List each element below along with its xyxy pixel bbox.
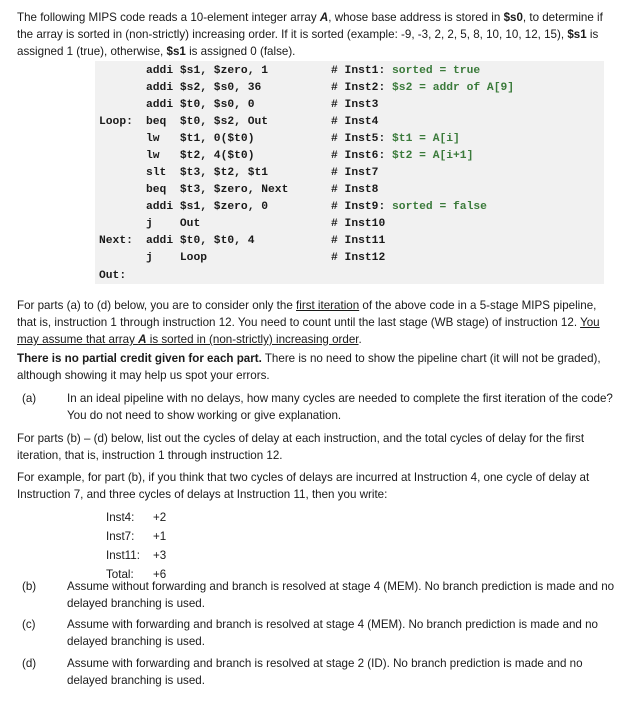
assumption-text: is sorted in (non-strictly) increasing order (146, 333, 359, 346)
intro-text: , to determine if the array is sorted in (non-strictly) increasing order. If it is sorted (example: -9, -3, 2, 2, 5, 8, 10, 10, 12, 15), (17, 11, 603, 41)
code-label: Loop: (99, 116, 133, 128)
code-comment (331, 148, 473, 165)
comment-tag: # Inst12 (331, 252, 386, 264)
register-s1: $s1 (166, 45, 186, 58)
intro-text: is assigned 0 (false). (185, 45, 296, 58)
part-text: Assume with forwarding and branch is resolved at stage 2 (ID). No branch prediction is made and no delayed branching is used. (67, 657, 583, 687)
example-value: +2 (153, 511, 167, 524)
example-value: +3 (153, 549, 167, 562)
code-instruction: lw $t2, 4($t0) (146, 150, 255, 162)
part-letter: (c) (22, 618, 36, 631)
parts-intro-text: of the above code in a 5-stage MIPS pipeline, that is, instruction 1 through instruction 12. You need to count until the last stage (WB stage) of instruction 12. (17, 299, 597, 329)
first-iteration-emphasis: first iteration (296, 299, 360, 312)
comment-tag: # Inst7 (331, 167, 379, 179)
register-s1: $s1 (567, 28, 587, 41)
part-text: In an ideal pipeline with no delays, how many cycles are needed to complete the first iteration of the code? You do not need to show working or give explanation. (67, 392, 613, 422)
part-text: Assume with forwarding and branch is resolved at stage 4 (MEM). No branch prediction is made and no delayed branching is used. (67, 618, 598, 648)
example-key: Total: (106, 568, 134, 581)
code-comment (331, 131, 460, 148)
example-paragraph: For example, for part (b), if you think that two cycles of delays are incurred at Instruction 4, one cycle of delay at Instruction 7, and three cycles of delays at Instruction 11, then you write: (17, 471, 590, 501)
no-partial-credit-note: There is no partial credit given for each part. (17, 352, 262, 365)
code-instruction: lw $t1, 0($t0) (146, 133, 255, 145)
comment-tag: # Inst11 (331, 235, 386, 247)
parts-bd-paragraph: For parts (b) – (d) below, list out the cycles of delay at each instruction, and the total cycles of delay for the first iteration, that is, instruction 1 through instruction 12. (17, 432, 585, 462)
array-name: A (138, 333, 147, 346)
comment-tag: # Inst6: (331, 150, 393, 162)
code-comment (331, 182, 378, 199)
code-listing (95, 61, 604, 284)
comment-tag: # Inst3 (331, 99, 379, 111)
register-s0: $s0 (503, 11, 523, 24)
example-value: +6 (153, 568, 167, 581)
code-instruction: j Out (146, 218, 201, 230)
code-comment (331, 199, 487, 216)
code-comment (331, 80, 514, 97)
example-key: Inst11: (106, 549, 140, 562)
comment-tag: # Inst10 (331, 218, 386, 230)
code-instruction: slt $t3, $t2, $t1 (146, 167, 269, 179)
intro-text: , whose base address is stored in (328, 11, 504, 24)
part-letter: (b) (22, 580, 37, 593)
code-instruction: beq $t0, $s2, Out (146, 116, 269, 128)
code-instruction: addi $t0, $t0, 4 (146, 235, 255, 247)
code-comment (331, 165, 378, 182)
comment-tag: # Inst2: (331, 82, 393, 94)
part-text: Assume without forwarding and branch is resolved at stage 4 (MEM). No branch prediction is made and no delayed branching is used. (67, 580, 615, 610)
code-instruction: addi $s1, $zero, 1 (146, 65, 269, 77)
code-instruction: beq $t3, $zero, Next (146, 184, 289, 196)
parts-intro-text: . (358, 333, 362, 346)
assumption-text: You may assume that array (17, 316, 600, 346)
code-instruction: addi $t0, $s0, 0 (146, 99, 255, 111)
code-comment (331, 216, 385, 233)
code-comment (331, 250, 385, 267)
comment-note: $t2 = A[i+1] (392, 150, 474, 162)
comment-note: sorted = false (392, 201, 487, 213)
comment-tag: # Inst4 (331, 116, 379, 128)
example-key: Inst4: (106, 511, 135, 524)
comment-note: sorted = true (392, 65, 481, 77)
example-key: Inst7: (106, 530, 135, 543)
comment-note: $t1 = A[i] (392, 133, 460, 145)
credit-paragraph (17, 350, 617, 384)
example-value: +1 (153, 530, 167, 543)
code-comment (331, 63, 480, 80)
comment-note: $s2 = addr of A[9] (392, 82, 515, 94)
part-letter: (d) (22, 657, 37, 670)
code-comment (331, 233, 385, 250)
code-comment (331, 97, 378, 114)
array-name: A (319, 11, 329, 24)
credit-text: There is no need to show the pipeline chart (it will not be graded), although showing it may help us spot your errors. (17, 352, 601, 382)
intro-text: The following MIPS code reads a 10-element integer array (17, 11, 320, 24)
out-label: Out: (99, 270, 127, 282)
code-instruction: addi $s1, $zero, 0 (146, 201, 269, 213)
intro-text: is assigned 1 (true), otherwise, (17, 28, 599, 58)
comment-tag: # Inst8 (331, 184, 379, 196)
comment-tag: # Inst1: (331, 65, 393, 77)
comment-tag: # Inst5: (331, 133, 393, 145)
parts-intro-text: For parts (a) to (d) below, you are to consider only the (17, 299, 297, 312)
code-comment (331, 114, 378, 131)
parts-intro-paragraph (17, 297, 617, 348)
intro-paragraph (17, 9, 617, 60)
comment-tag: # Inst9: (331, 201, 393, 213)
code-instruction: j Loop (146, 252, 208, 264)
part-letter: (a) (22, 392, 37, 405)
code-label: Next: (99, 235, 133, 247)
code-instruction: addi $s2, $s0, 36 (146, 82, 262, 94)
